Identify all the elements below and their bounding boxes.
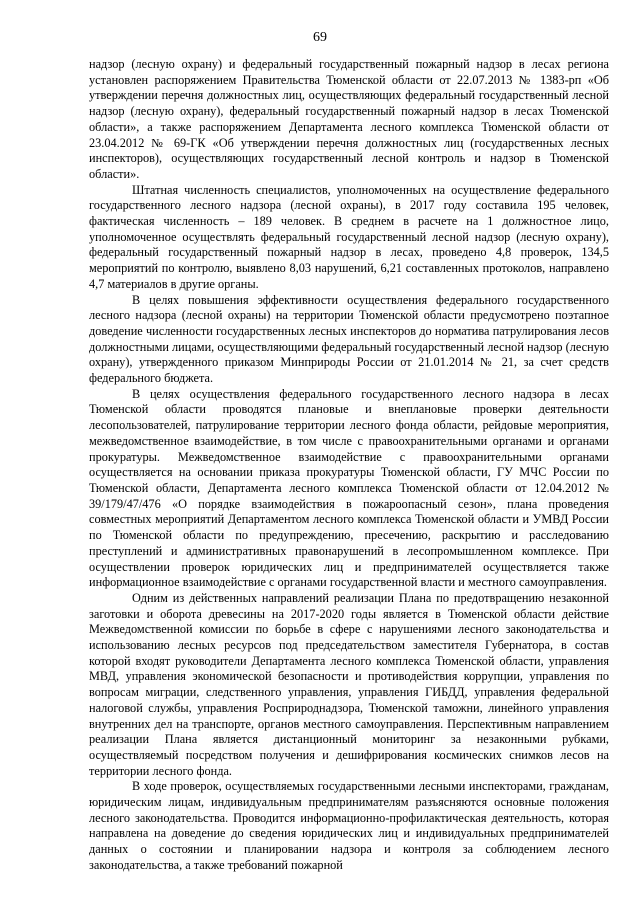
paragraph-4: В целях осуществления федерального государственного лесного надзора в лесах Тюменской области проводятся плановые и внеплановые проверки деятельности лесопользователей, патрулирование территории лесного фонда области, рейдовые мероприятия, межведомственное взаимодействие, в том числе с правоохранительными органами и органами прокуратуры. Межведомственное взаимодействие с правоохранительными органами осуществляется на основании приказа прокуратуры Тюменской области, ГУ МЧС России по Тюменской области, Департамента лесного комплекса Тюменской области от 12.04.2012 № 39/179/47/476 «О порядке взаимодействия в пожароопасный сезон», плана проведения совместных мероприятий Департаментом лесного комплекса Тюменской области и УМВД России по Тюменской области по предупреждению, пресечению, раскрытию и расследованию преступлений и административных правонарушений в лесопромышленном комплексе. При осуществлении проверок юридических лиц и предпринимателей осуществляется также информационное взаимодействие с органами государственной власти и местного самоуправления. [89,386,609,590]
paragraph-2: Штатная численность специалистов, уполномоченных на осуществление федерального государственного лесного надзора (лесной охраны), в 2017 году составила 195 человек, фактическая численность – 189 человек. В среднем в расчете на 1 должностное лицо, уполномоченное осуществлять федеральный государственный лесной надзор (лесную охрану), федеральный государственный пожарный надзор в лесах, проведено 4,8 проверок, 134,5 мероприятий по контролю, выявлено 8,03 нарушений, 6,21 составленных протоколов, направлено 4,7 материалов в другие органы. [89,182,609,291]
paragraph-1: надзор (лесную охрану) и федеральный государственный пожарный надзор в лесах региона установлен распоряжением Правительства Тюменской области от 22.07.2013 № 1383-рп «Об утверждении перечня должностных лиц, осуществляющих федеральный государственный лесной надзор (лесную охрану), федеральный государственный пожарный надзор в лесах Тюменской области», а также распоряжением Департамента лесного комплекса Тюменской области от 23.04.2012 № 69-ГК «Об утверждении перечня должностных лиц (государственных лесных инспекторов), осуществляющих государственный лесной контроль и надзор в Тюменской области». [89,57,609,181]
paragraph-6: В ходе проверок, осуществляемых государственными лесными инспекторами, гражданам, юридическим лицам, индивидуальным предпринимателям разъясняются основные положения лесного законодательства. Проводится информационно-профилактическая деятельность, которая направлена на доведение до сведения юридических лиц и индивидуальных предпринимателей данных о состоянии и планировании надзора и контроля за соблюдением лесного законодательства, а также требований пожарной [89,779,609,872]
paragraph-3: В целях повышения эффективности осуществления федерального государственного лесного надзора (лесной охраны) на территории Тюменской области предусмотрено поэтапное доведение численности государственных лесных инспекторов до норматива патрулирования лесов должностными лицами, осуществляющими федеральный государственный лесной надзор (лесную охрану), утвержденного приказом Минприроды России от 21.01.2014 № 21, за счет средств федерального бюджета. [89,292,609,386]
document-body [89,57,609,874]
page-number: 69 [313,30,327,45]
paragraph-5: Одним из действенных направлений реализации Плана по предотвращению незаконной заготовки и оборота древесины на 2017-2020 годы является в Тюменской области действие Межведомственной комиссии по борьбе в сфере с нарушениями лесного законодательства и использованию лесных ресурсов под председательством заместителя Губернатора, в состав которой входят руководители Департамента лесного комплекса Тюменской области, управления МВД, управления экономической безопасности и противодействия коррупции, управления по вопросам миграции, следственного управления, управления ГИБДД, управления федеральной налоговой службы, управления Росприроднадзора, Тюменской таможни, линейного управления внутренних дел на транспорте, органов местного самоуправления. Перспективным направлением реализации Плана является дистанционный мониторинг за незаконными рубками, осуществляемый посредством получения и дешифрирования космических снимков лесов на территории лесного фонда. [89,590,609,778]
